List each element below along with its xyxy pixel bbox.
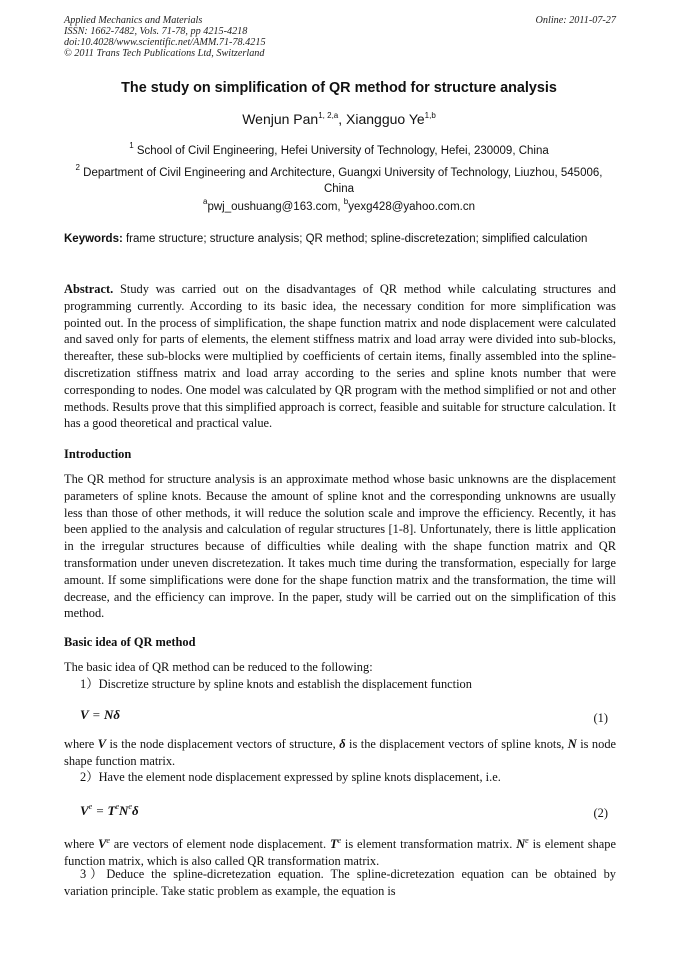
journal-header: [64, 15, 616, 59]
text-run: is element transformation matrix.: [341, 837, 517, 852]
email-mark: a: [203, 197, 208, 206]
eq-superscript: e: [88, 802, 93, 811]
paper-title: The study on simplification of QR method for structure analysis: [121, 80, 557, 96]
journal-issn: ISSN: 1662-7482, Vols. 71-78, pp 4215-4218: [64, 26, 248, 37]
author-emails: [40, 197, 638, 213]
where-2-text: [64, 833, 616, 870]
math-symbol: V: [97, 737, 107, 751]
affiliation-2: [72, 160, 606, 197]
text-run: is node shape function matrix.: [64, 737, 617, 768]
eq-symbol: V: [80, 707, 89, 722]
math-symbol: N: [516, 837, 526, 852]
abstract: [64, 281, 616, 432]
email-address: yexg428@yahoo.com.cn: [348, 201, 475, 213]
step-2: 2）Have the element node displacement expressed by spline knots displacement, i.e.: [80, 770, 501, 784]
basic-idea-intro: The basic idea of QR method can be reduced to the following:: [64, 660, 373, 674]
step-1: 1）Discretize structure by spline knots and establish the displacement function: [80, 677, 472, 691]
math-symbol: V: [98, 837, 107, 852]
math-superscript: e: [337, 836, 342, 845]
author-name: Wenjun Pan: [242, 111, 319, 127]
journal-doi: doi:10.4028/www.scientific.net/AMM.71-78.4215: [64, 37, 266, 48]
math-symbol: T: [329, 837, 338, 852]
text-run: where: [64, 837, 99, 852]
eq-symbol: N: [119, 803, 129, 818]
introduction-heading: Introduction: [64, 447, 132, 461]
step-3: 3）Deduce the spline-dicretezation equation. The spline-dicretezation equation can be obtained by variation principle. Take static problem as example, the equation is: [64, 867, 616, 898]
keywords-label: Keywords:: [64, 233, 123, 245]
equation-2: [80, 802, 139, 819]
basic-idea-heading: Basic idea of QR method: [64, 635, 196, 649]
math-symbol: N: [567, 737, 577, 751]
equation-number: (1): [593, 711, 608, 725]
author-separator: ,: [338, 111, 347, 127]
math-superscript: e: [106, 836, 110, 845]
author-name: Xiangguo Ye: [346, 111, 425, 127]
author-affiliation-mark: 1, 2,a: [318, 111, 339, 120]
eq-operator: =: [92, 803, 108, 818]
affiliation-text: Department of Civil Engineering and Architecture, Guangxi University of Technology, Liuzhou, 545006, China: [79, 167, 603, 195]
online-date: Online: 2011-07-27: [535, 15, 616, 26]
eq-symbol: V: [80, 803, 89, 818]
keywords-text: frame structure; structure analysis; QR method; spline-discretezation; simplified calculation: [122, 233, 588, 245]
author-line: [40, 111, 638, 127]
equation-number: (2): [593, 806, 608, 820]
author-affiliation-mark: 1,b: [424, 111, 436, 120]
keywords: [64, 232, 616, 248]
affiliation-text: School of Civil Engineering, Hefei University of Technology, Hefei, 230009, China: [133, 145, 549, 157]
text-run: where: [64, 737, 98, 751]
journal-name: Applied Mechanics and Materials: [64, 15, 203, 26]
eq-superscript: e: [128, 802, 132, 811]
where-1-text: [64, 736, 616, 770]
introduction-text: The QR method for structure analysis is an approximate method whose basic unknowns are the displacement parameters of spline knots. Because the amount of spline knot and the corresponding unknowns are usually less than those of other methods, it will reduce the solution scale and improve the efficiency. Recently, it has been applied to the analysis and calculation of regular structures [1-8]. Unfortunately, there is little application in the irregular structures because of difficulties while dealing with the shape function matrix and QR transformation under uneven discretezation. It takes much time during the transformation, especially for large amount. If some simplifications were done for the shape function matrix and the transformation, the time will decrease, and the efficiency can improve. In the paper, study will be carried out on the simplification of this method.: [64, 472, 616, 621]
text-run: is element shape function matrix, which is also called QR transformation matrix.: [64, 837, 616, 868]
math-superscript: e: [525, 836, 529, 845]
text-run: are vectors of element node displacement.: [109, 837, 330, 852]
affiliation-number: 1: [129, 141, 134, 150]
eq-symbol: δ: [113, 707, 121, 722]
email-address: pwj_oushuang@163.com,: [207, 201, 344, 213]
abstract-text: Study was carried out on the disadvantages of QR method while calculating structures and programming currently. According to its basic idea, the necessary condition for more simplification was pointed out. In the process of simplification, the shape function matrix and node displacement were calculated and saved only for parts of elements, the element stiffness matrix and load array were divided into sub-blocks, thereafter, these sub-blocks were multiplied by coefficients of certain items, finally assembled into the spline-discretization stiffness matrix and load array according to the series and spline knots number that were corresponding to nodes. One model was calculated by QR program with the method simplified or not and other methods. Results prove that this simplified approach is correct, feasible and suitable for structure calculation. It has a good theoretical and practical value.: [64, 282, 616, 431]
eq-symbol: δ: [131, 803, 139, 818]
abstract-label: Abstract.: [64, 282, 114, 296]
eq-operator: =: [88, 707, 104, 722]
journal-copyright: © 2011 Trans Tech Publications Ltd, Switzerland: [64, 48, 265, 59]
affiliation-number: 2: [75, 163, 80, 172]
text-run: is the node displacement vectors of structure,: [106, 737, 340, 751]
math-symbol: δ: [339, 737, 346, 751]
eq-symbol: N: [103, 707, 114, 722]
email-mark: b: [343, 197, 349, 206]
eq-symbol: T: [107, 803, 116, 818]
eq-superscript: e: [115, 802, 120, 811]
text-run: is the displacement vectors of spline knots,: [345, 737, 568, 751]
equation-1: [80, 707, 120, 723]
affiliation-1: [72, 138, 606, 160]
